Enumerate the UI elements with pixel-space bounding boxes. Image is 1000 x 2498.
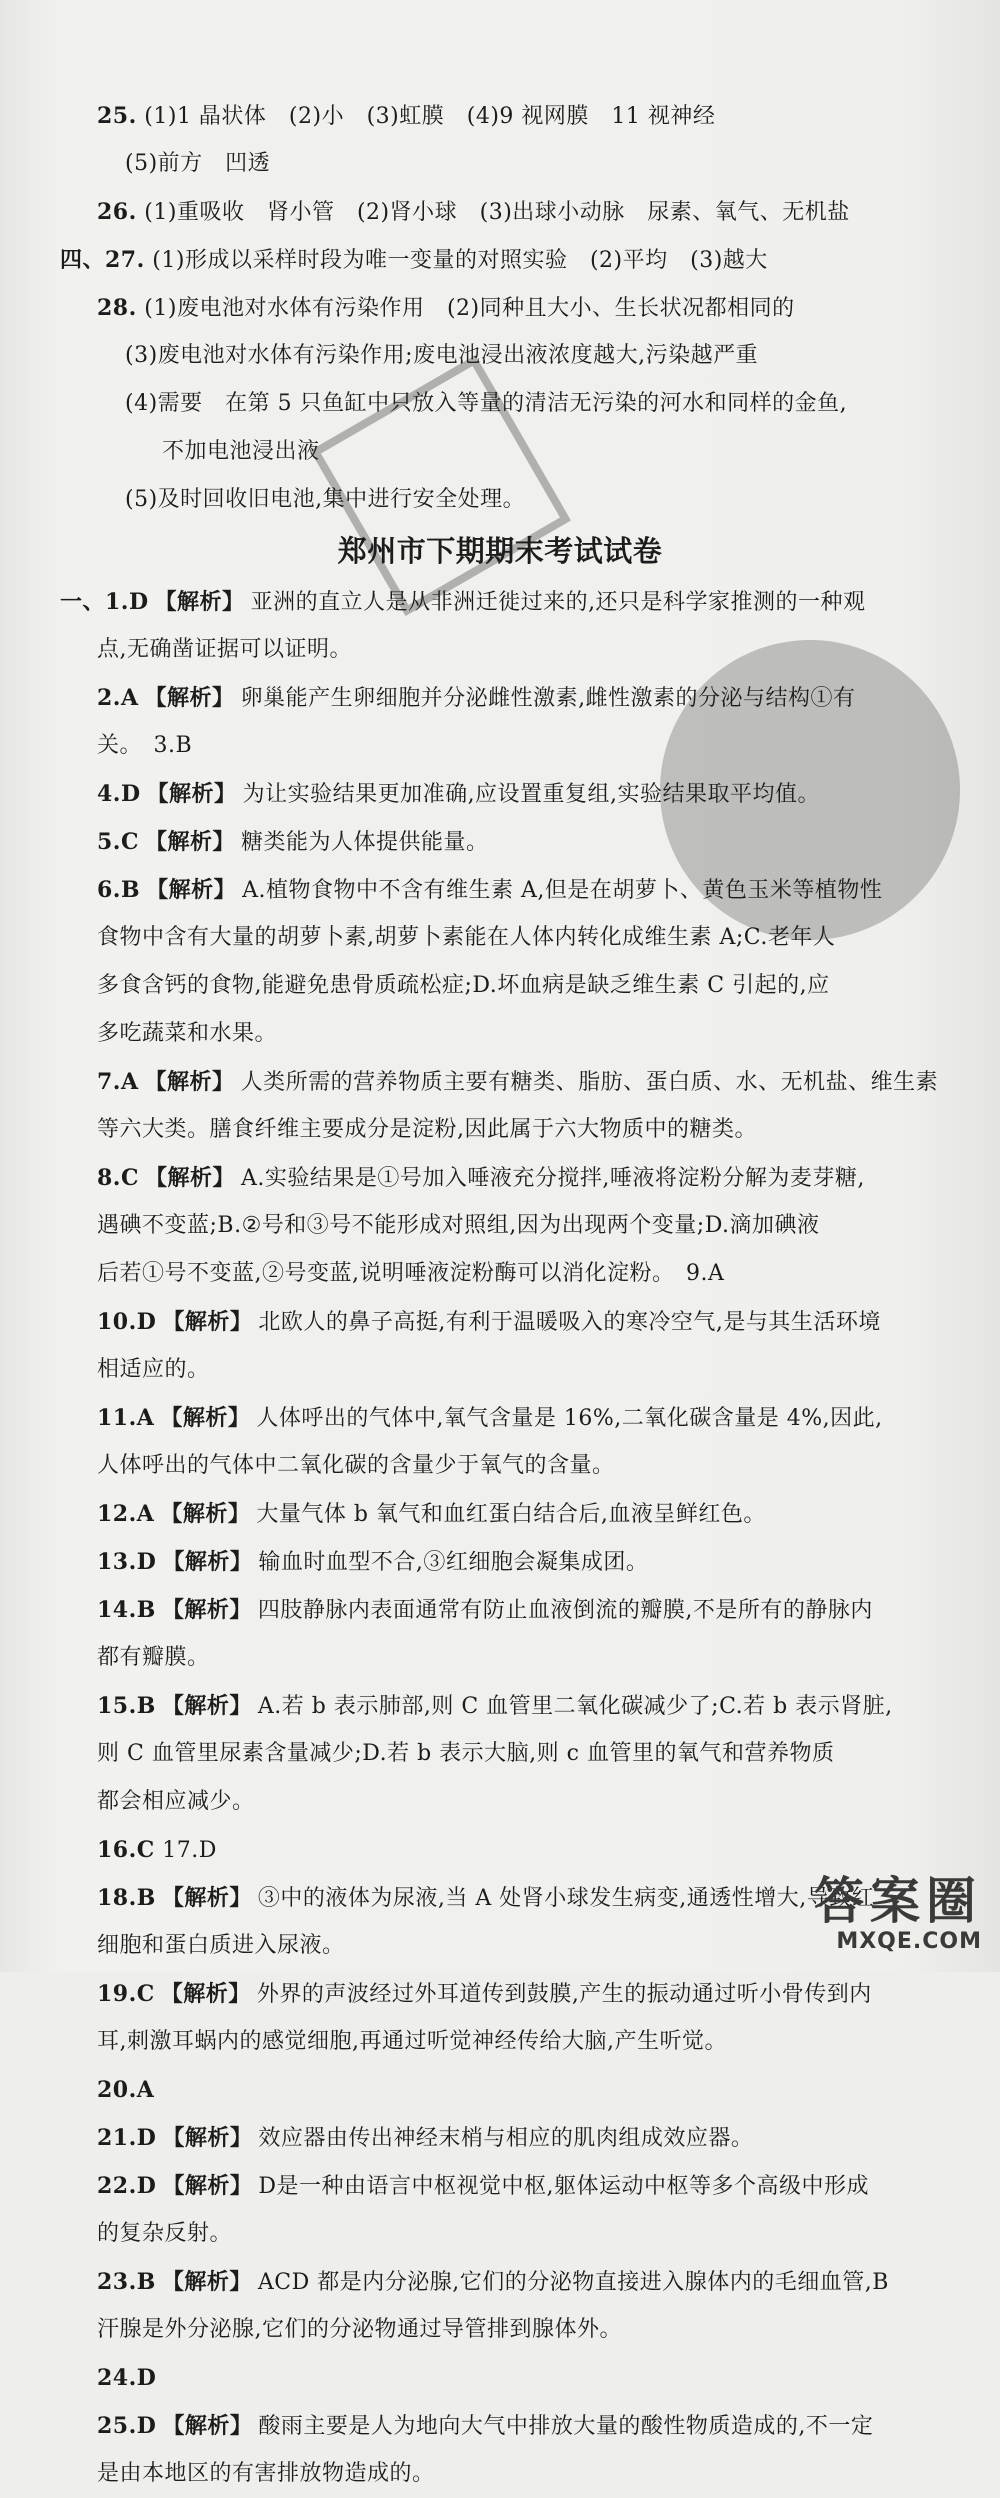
line-text: 卵巢能产生卵细胞并分泌雌性激素,雌性激素的分泌与结构①有 [240, 686, 856, 711]
answer-line [0, 2018, 1000, 2066]
line-text: 等六大类。膳食纤维主要成分是淀粉,因此属于六大物质中的糖类。 [97, 1117, 757, 1142]
line-text: 人体呼出的气体中,氧气含量是 16%,二氧化碳含量是 4%,因此, [256, 1406, 883, 1431]
line-text: 为让实验结果更加准确,应设置重复组,实验结果取平均值。 [242, 782, 821, 807]
answer-line [0, 2306, 1000, 2354]
logo-url: MXQE.COM [836, 1929, 982, 1954]
item-number: 20.A [97, 2077, 155, 2103]
answer-line [0, 1538, 1000, 1586]
item-number: 22.D [97, 2173, 157, 2199]
line-text: 的复杂反射。 [97, 2221, 233, 2246]
line-text: 不加电池浸出液 [162, 439, 320, 464]
analysis-tag: 【解析】 [162, 2173, 253, 2199]
line-text: (1)1 晶状体 (2)小 (3)虹膜 (4)9 视网膜 11 视神经 [144, 104, 716, 129]
item-number: 14.B [97, 1597, 156, 1623]
line-text: 酸雨主要是人为地向大气中排放大量的酸性物质造成的,不一定 [258, 2414, 874, 2439]
item-number: 16.C [97, 1837, 155, 1863]
item-number: 7.A [97, 1069, 139, 1095]
answer-line [0, 770, 1000, 818]
item-number: 11.A [97, 1405, 155, 1431]
line-text: 效应器由传出神经末梢与相应的肌肉组成效应器。 [258, 2126, 754, 2151]
line-text: 外界的声波经过外耳道传到鼓膜,产生的振动通过听小骨传到内 [256, 1982, 872, 2007]
answer-line [0, 2258, 1000, 2306]
answer-line [0, 1346, 1000, 1394]
answer-line [0, 428, 1000, 476]
line-text: 遇碘不变蓝;B.②号和③号不能形成对照组,因为出现两个变量;D.滴加碘液 [97, 1213, 820, 1238]
analysis-tag: 【解析】 [161, 1597, 252, 1623]
answer-line [0, 332, 1000, 380]
item-number: 四、27. [60, 247, 145, 273]
answer-line [0, 626, 1000, 674]
item-number: 23.B [97, 2269, 156, 2295]
answer-line [0, 92, 1000, 140]
answer-line [0, 1586, 1000, 1634]
line-text: 耳,刺激耳蜗内的感觉细胞,再通过听觉神经传给大脑,产生听觉。 [97, 2029, 727, 2054]
logo-text: 答案圈 [814, 1872, 982, 1930]
analysis-tag: 【解析】 [162, 2125, 253, 2151]
answer-line [0, 1634, 1000, 1682]
line-text: 郑州市下期期末考试试卷 [337, 534, 663, 568]
answer-line [0, 284, 1000, 332]
answer-line [0, 1250, 1000, 1298]
item-number: 5.C [97, 829, 139, 855]
line-text: 则 C 血管里尿素含量减少;D.若 b 表示大脑,则 c 血管里的氧气和营养物质 [97, 1741, 835, 1766]
line-text: 亚洲的直立人是从非洲迁徙过来的,还只是科学家推测的一种观 [250, 590, 866, 615]
line-text: ③中的液体为尿液,当 A 处肾小球发生病变,通透性增大,导致红 [257, 1886, 875, 1911]
answer-line [0, 1778, 1000, 1826]
line-text: 是由本地区的有害排放物造成的。 [97, 2461, 435, 2486]
line-text: D是一种由语言中枢视觉中枢,躯体运动中枢等多个高级中形成 [258, 2174, 870, 2199]
item-number: 26. [97, 199, 137, 225]
answer-line [0, 140, 1000, 188]
item-number: 28. [97, 295, 137, 321]
analysis-tag: 【解析】 [161, 2269, 252, 2295]
answer-line [0, 476, 1000, 524]
line-text: 17.D [162, 1838, 217, 1863]
answer-line [0, 1970, 1000, 2018]
analysis-tag: 【解析】 [146, 781, 237, 807]
answer-line [0, 2066, 1000, 2114]
item-number: 15.B [97, 1693, 156, 1719]
answer-line [0, 2114, 1000, 2162]
answer-line [0, 2162, 1000, 2210]
line-text: A.实验结果是①号加入唾液充分搅拌,唾液将淀粉分解为麦芽糖, [241, 1166, 865, 1191]
item-number: 18.B [97, 1885, 156, 1911]
analysis-tag: 【解析】 [160, 1501, 251, 1527]
answer-line [0, 674, 1000, 722]
item-number: 24.D [97, 2365, 157, 2391]
answer-line [0, 1202, 1000, 1250]
item-number: 4.D [97, 781, 141, 807]
line-text: 关。 3.B [97, 733, 193, 758]
line-text: 相适应的。 [97, 1357, 210, 1382]
item-number: 12.A [97, 1501, 155, 1527]
site-logo [814, 1873, 982, 1954]
answer-content [0, 92, 1000, 2498]
line-text: 食物中含有大量的胡萝卜素,胡萝卜素能在人体内转化成维生素 A;C.老年人 [97, 925, 836, 950]
line-text: (5)及时回收旧电池,集中进行安全处理。 [125, 487, 526, 512]
answer-line [0, 1682, 1000, 1730]
line-text: 多吃蔬菜和水果。 [97, 1021, 278, 1046]
answer-line [0, 2450, 1000, 2498]
answer-line [0, 578, 1000, 626]
line-text: 人体呼出的气体中二氧化碳的含量少于氧气的含量。 [97, 1453, 615, 1478]
line-text: 糖类能为人体提供能量。 [241, 830, 489, 855]
analysis-tag: 【解析】 [144, 1165, 235, 1191]
line-text: (1)形成以采样时段为唯一变量的对照实验 (2)平均 (3)越大 [152, 248, 768, 273]
line-text: 人类所需的营养物质主要有糖类、脂肪、蛋白质、水、无机盐、维生素 [240, 1070, 939, 1095]
line-text: (5)前方 凹透 [125, 151, 271, 176]
analysis-tag: 【解析】 [146, 877, 237, 903]
line-text: 点,无确凿证据可以证明。 [97, 637, 352, 662]
answer-line [0, 1730, 1000, 1778]
analysis-tag: 【解析】 [144, 829, 235, 855]
analysis-tag: 【解析】 [162, 1309, 253, 1335]
analysis-tag: 【解析】 [162, 1549, 253, 1575]
answer-line [0, 818, 1000, 866]
line-text: 都有瓣膜。 [97, 1645, 210, 1670]
line-text: (1)重吸收 肾小管 (2)肾小球 (3)出球小动脉 尿素、氧气、无机盐 [144, 200, 850, 225]
line-text: 都会相应减少。 [97, 1789, 255, 1814]
section-title [0, 524, 1000, 578]
analysis-tag: 【解析】 [160, 1405, 251, 1431]
answer-line [0, 1010, 1000, 1058]
item-number: 25. [97, 103, 137, 129]
answer-line [0, 1442, 1000, 1490]
item-number: 21.D [97, 2125, 157, 2151]
answer-line [0, 722, 1000, 770]
line-text: 输血时血型不合,③红细胞会凝集成团。 [258, 1550, 649, 1575]
item-number: 13.D [97, 1549, 157, 1575]
line-text: 多食含钙的食物,能避免患骨质疏松症;D.坏血病是缺乏维生素 C 引起的,应 [97, 973, 830, 998]
item-number: 2.A [97, 685, 139, 711]
answer-line [0, 380, 1000, 428]
line-text: (4)需要 在第 5 只鱼缸中只放入等量的清洁无污染的河水和同样的金鱼, [125, 391, 848, 416]
item-number: 8.C [97, 1165, 139, 1191]
answer-line [0, 1154, 1000, 1202]
line-text: A.若 b 表示肺部,则 C 血管里二氧化碳减少了;C.若 b 表示肾脏, [257, 1694, 893, 1719]
answer-line [0, 2354, 1000, 2402]
item-number: 10.D [97, 1309, 157, 1335]
item-number: 6.B [97, 877, 141, 903]
item-number: 一、1.D [60, 589, 149, 615]
answer-line [0, 1298, 1000, 1346]
item-number: 19.C [97, 1981, 155, 2007]
line-text: 后若①号不变蓝,②号变蓝,说明唾液淀粉酶可以消化淀粉。 9.A [97, 1261, 725, 1286]
line-text: 大量气体 b 氧气和血红蛋白结合后,血液呈鲜红色。 [256, 1502, 766, 1527]
line-text: (1)废电池对水体有污染作用 (2)同种且大小、生长状况都相同的 [144, 296, 795, 321]
line-text: 北欧人的鼻子高挺,有利于温暖吸入的寒冷空气,是与其生活环境 [258, 1310, 881, 1335]
line-text: 汗腺是外分泌腺,它们的分泌物通过导管排到腺体外。 [97, 2317, 622, 2342]
answer-line [0, 2402, 1000, 2450]
analysis-tag: 【解析】 [162, 2413, 253, 2439]
line-text: 四肢静脉内表面通常有防止血液倒流的瓣膜,不是所有的静脉内 [257, 1598, 873, 1623]
answer-line [0, 188, 1000, 236]
answer-line [0, 2210, 1000, 2258]
answer-line [0, 1826, 1000, 1874]
answer-line [0, 1490, 1000, 1538]
line-text: 细胞和蛋白质进入尿液。 [97, 1933, 345, 1958]
line-text: ACD 都是内分泌腺,它们的分泌物直接进入腺体内的毛细血管,B [257, 2270, 889, 2295]
answer-line [0, 1058, 1000, 1106]
analysis-tag: 【解析】 [154, 589, 245, 615]
answer-line [0, 1394, 1000, 1442]
analysis-tag: 【解析】 [144, 1069, 235, 1095]
analysis-tag: 【解析】 [160, 1981, 251, 2007]
analysis-tag: 【解析】 [161, 1693, 252, 1719]
answer-line [0, 914, 1000, 962]
line-text: (3)废电池对水体有污染作用;废电池浸出液浓度越大,污染越严重 [125, 343, 759, 368]
analysis-tag: 【解析】 [161, 1885, 252, 1911]
answer-line [0, 962, 1000, 1010]
answer-line [0, 866, 1000, 914]
answer-line [0, 236, 1000, 284]
answer-line [0, 1106, 1000, 1154]
item-number: 25.D [97, 2413, 157, 2439]
line-text: A.植物食物中不含有维生素 A,但是在胡萝卜、黄色玉米等植物性 [242, 878, 883, 903]
analysis-tag: 【解析】 [144, 685, 235, 711]
